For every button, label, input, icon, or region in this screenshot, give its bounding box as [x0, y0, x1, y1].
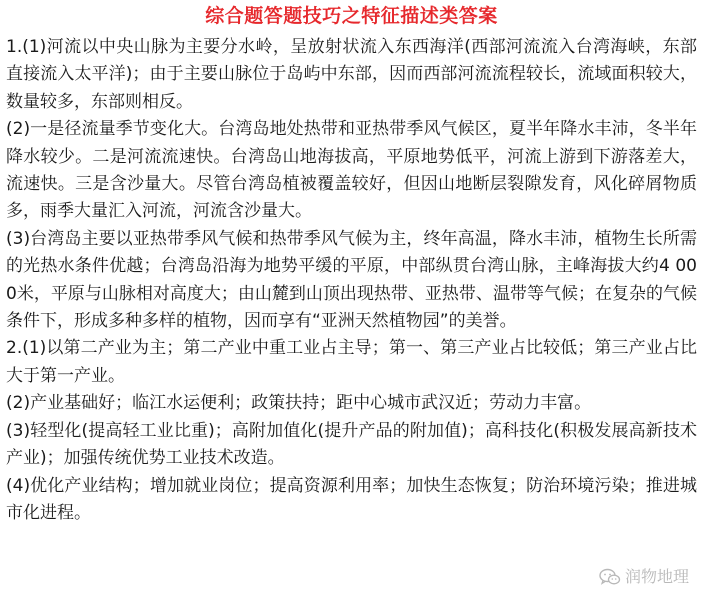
paragraph-1-3: (3)台湾岛主要以亚热带季风气候和热带季风气候为主，终年高温，降水丰沛，植物生长所需的光热水条件优越；台湾岛沿海为地势平缓的平原，中部纵贯台湾山脉，主峰海拔大约4 000米，平原与山脉相对高度大；由山麓到山顶出现热带、亚热带、温带等气候；在复杂的气候条件下，形成多种多样的植物，因而享有“亚洲天然植物园”的美誉。	[6, 228, 697, 332]
document-title: 综合题答题技巧之特征描述类答案	[205, 5, 498, 27]
paragraph-2-3: (3)轻型化(提高轻工业比重)；高附加值化(提升产品的附加值)；高科技化(积极发展高新技术产业)；加强传统优势工业技术改造。	[6, 420, 697, 469]
paragraph-2-4: (4)优化产业结构；增加就业岗位；提高资源利用率；加快生态恢复；防治环境污染；推进城市化进程。	[6, 475, 697, 523]
paragraph-1-2: (2)一是径流量季节变化大。台湾岛地处热带和亚热带季风气候区，夏半年降水丰沛，冬半年降水较少。二是河流流速快。台湾岛山地海拔高，平原地势低平，河流上游到下游落差大，流速快。三是含沙量大。尽管台湾岛植被覆盖较好，但因山地断层裂隙发育，风化碎屑物质多，雨季大量汇入河流，河流含沙量大。	[6, 119, 697, 222]
watermark-text: 润物地理	[624, 567, 689, 586]
watermark	[597, 567, 691, 587]
paragraph-1-1: 1.(1)河流以中央山脉为主要分水岭，呈放射状流入东西海洋(西部河流流入台湾海峡，东部直接流入太平洋)；由于主要山脉位于岛屿中东部，因而西部河流流程较长，流域面积较大，数量较多，东部则相反。	[6, 37, 697, 112]
wechat-icon	[599, 568, 621, 586]
paragraph-2-2: (2)产业基础好；临江水运便利；政策扶持；距中心城市武汉近；劳动力丰富。	[6, 393, 592, 414]
paragraph-2-1: 2.(1)以第二产业为主；第二产业中重工业占主导；第一、第三产业占比较低；第三产业占比大于第一产业。	[6, 338, 697, 386]
